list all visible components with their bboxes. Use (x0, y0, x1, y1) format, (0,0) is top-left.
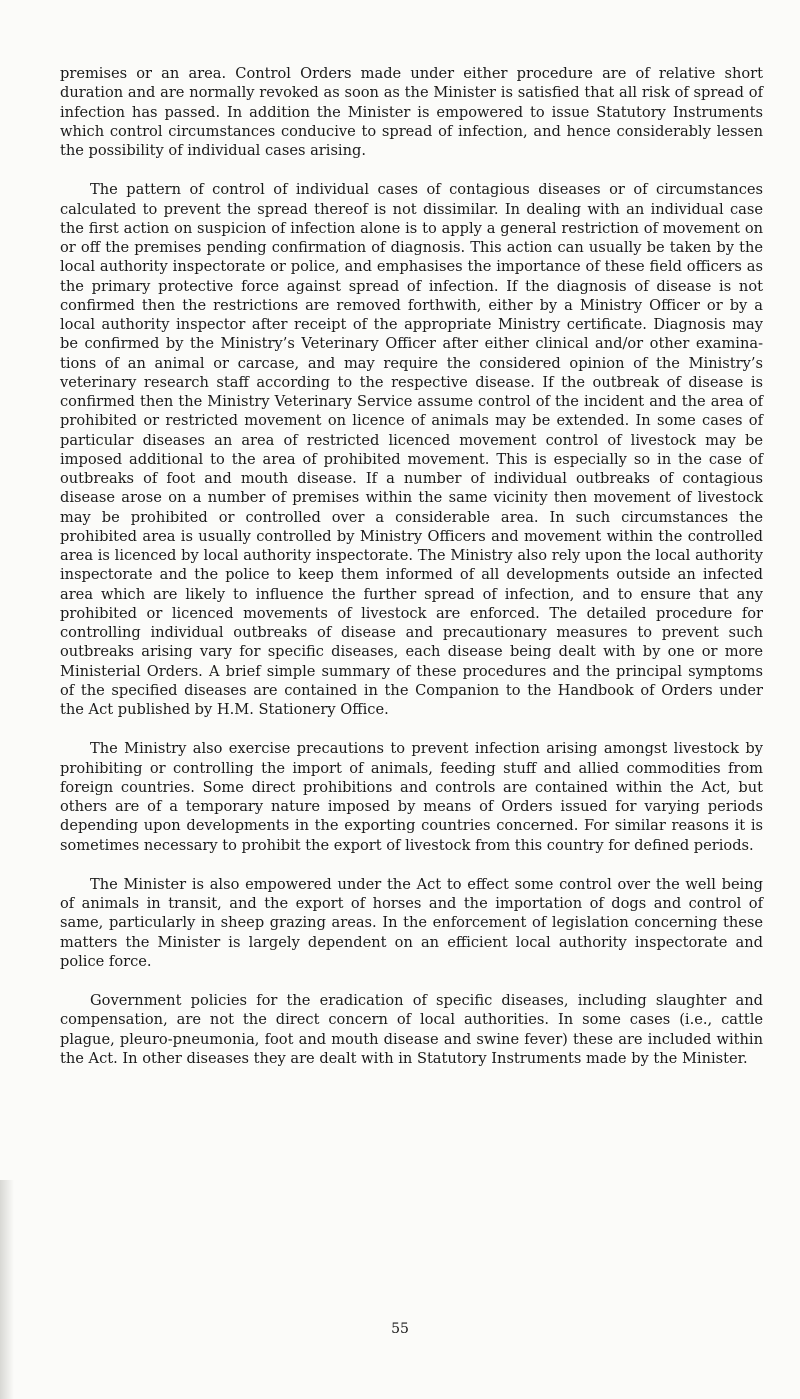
binding-shadow (0, 1180, 14, 1399)
paragraph-control-pattern: The pattern of control of individual cases of contagious diseases or of circumstances calculated to prevent the spread thereof is not dissimilar. In dealing with an individual case the first action on suspicion of infection alone is to apply a general restriction of movement on or off the premises pending confirmation of diagnosis. This action can usually be taken by the local authority inspectorate or police, and emphasises the importance of these field officers as the primary protective force against spread of infection. If the diagnosis of disease is not confirmed then the restrictions are removed forthwith, either by a Ministry Officer or by a local authority inspector after receipt of the appropriate Ministry certificate. Diagnosis may be confirmed by the Ministry’s Veterinary Officer after either clinical and/or other examinations of an animal or carcase, and may require the considered opinion of the Ministry’s veterinary research staff according to the respective disease. If the outbreak of disease is confirmed then the Ministry Veterinary Service assume control of the incident and the area of prohibited or restricted movement on licence of animals may be extended. In some cases of particular diseases an area of restricted licenced movement control of livestock may be imposed additional to the area of prohibited movement. This is especially so in the case of outbreaks of foot and mouth disease. If a number of individual outbreaks of contagious disease arose on a number of premises within the same vicinity then movement of livestock may be prohibited or controlled over a considerable area. In such circumstances the prohibited area is usually controlled by Ministry Officers and movement within the controlled area is licenced by local authority inspectorate. The Ministry also rely upon the local authority inspectorate and the police to keep them informed of all developments outside an infected area which are likely to influence the further spread of infection, and to ensure that any prohibited or licenced movements of livestock are enforced. The detailed procedure for controlling individual outbreaks of disease and precautionary measures to prevent such outbreaks arising vary for specific diseases, each disease being dealt with by one or more Ministerial Orders. A brief simple summary of these procedures and the principal symptoms of the specified diseases are contained in the Companion to the Handbook of Orders under the Act published by H.M. Stationery Office. (60, 181, 763, 718)
paragraph-continuation: premises or an area. Control Orders made under either procedure are of relative short duration and are normally revoked as soon as the Minister is satisfied that all risk of spread of infection has passed. In addition the Minister is empowered to issue Statutory Instruments which control circumstances conducive to spread of infection, and hence considerably lessen the possibility of individual cases arising. (60, 65, 763, 159)
body-text (60, 64, 763, 1088)
page-number: 55 (391, 1321, 409, 1337)
paragraph-import-precautions: The Ministry also exercise precautions to prevent infection arising amongst livestock by prohibiting or controlling the import of animals, feeding stuff and allied commodities from foreign countries. Some direct prohibitions and controls are contained within the Act, but others are of a temporary nature imposed by means of Orders issued for varying periods depending upon developments in the exporting countries concerned. For similar reasons it is sometimes necessary to prohibit the export of livestock from this country for defined periods. (60, 740, 763, 854)
paragraph-animal-transit: The Minister is also empowered under the Act to effect some control over the well being of animals in transit, and the export of horses and the importation of dogs and control of same, particularly in sheep grazing areas. In the enforcement of legislation concerning these matters the Minister is largely dependent on an efficient local authority inspectorate and police force. (60, 875, 763, 970)
paragraph-eradication-policies: Government policies for the eradication of specific diseases, including slaughter and compensation, are not the direct concern of local authorities. In some cases (i.e., cattle plague, pleuro-pneumonia, foot and mouth disease and swine fever) these are included within the Act. In other diseases they are dealt with in Statutory Instruments made by the Minister. (60, 992, 763, 1067)
